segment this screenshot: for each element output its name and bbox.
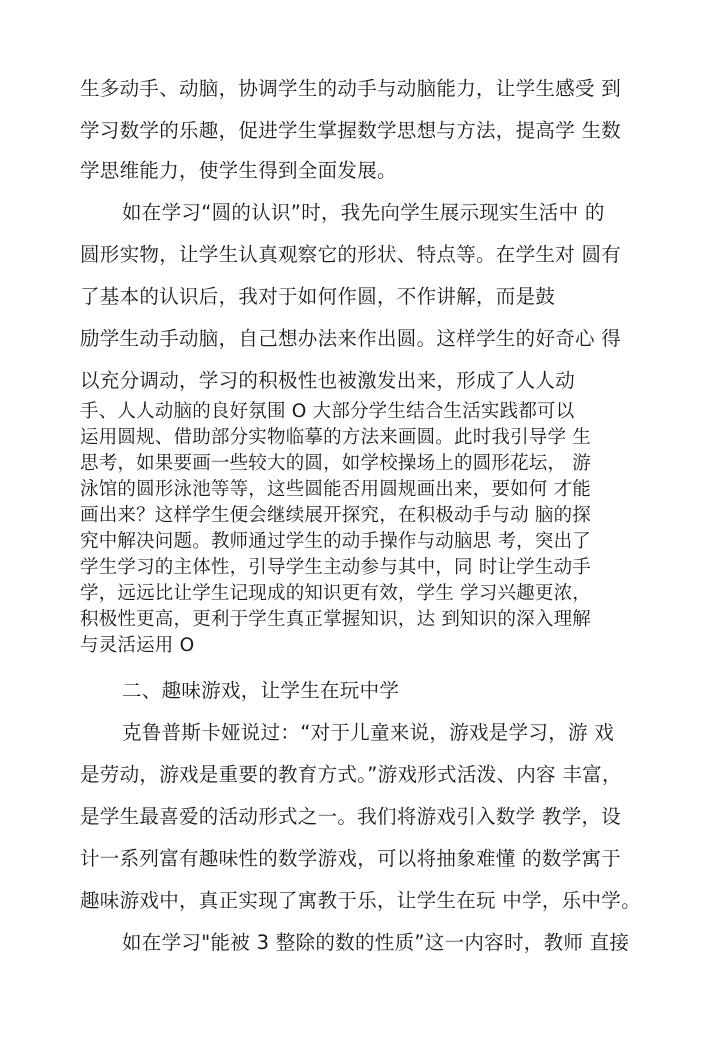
paragraph-first-line: 如在学习"能被 3 整除的数的性质”这一内容时，教师 直接 <box>122 931 630 954</box>
text-line: 与灵活运用 O <box>80 635 195 656</box>
text-line: 计一系列富有趣味性的数学游戏，可以将抽象难懂 的数学寓于 <box>80 847 622 870</box>
text-line: 了基本的认识后，我对于如何作圆，不作讲解，而是鼓 <box>80 285 556 308</box>
text-line: 手、人人动脑的良好氛围 O 大部分学生结合生活实践都可以 <box>80 401 575 422</box>
text-line: 学习数学的乐趣，促进学生掌握数学思想与方法，提高学 生数 <box>80 119 622 142</box>
text-line: 画出来？这样学生便会继续展开探究，在积极动手与动 脑的探 <box>80 505 591 526</box>
text-line: 趣味游戏中，真正实现了寓教于乐，让学生在玩 中学，乐中学。 <box>80 889 641 912</box>
section-heading: 二、趣味游戏，让学生在玩中学 <box>122 679 400 702</box>
text-line: 学生学习的主体性，引导学生主动参与其中，同 时让学生动手 <box>80 557 591 578</box>
paragraph-first-line: 克鲁普斯卡娅说过：“对于儿童来说，游戏是学习，游 戏 <box>122 721 615 744</box>
text-line: 以充分调动，学习的积极性也被激发出来，形成了人人动 <box>80 369 576 392</box>
text-line: 究中解决问题。教师通过学生的动手操作与动脑思 考，突出了 <box>80 531 591 552</box>
text-line: 思考，如果要画一些较大的圆，如学校操场上的圆形花坛， 游 <box>80 453 591 474</box>
text-line: 运用圆规、借助部分实物临摹的方法来画圆。此时我引导学 生 <box>80 427 591 448</box>
text-line: 生多动手、动脑，协调学生的动手与动脑能力，让学生感受 到 <box>80 77 622 100</box>
text-line: 泳馆的圆形泳池等等，这些圆能否用圆规画出来，要如何 才能 <box>80 479 591 500</box>
text-line: 是学生最喜爱的活动形式之一。我们将游戏引入数学 教学，设 <box>80 805 622 828</box>
text-line: 圆形实物，让学生认真观察它的形状、特点等。在学生对 圆有 <box>80 243 622 266</box>
paragraph-first-line: 如在学习“圆的认识”时，我先向学生展示现实生活中 的 <box>122 201 605 224</box>
text-line: 学，远远比让学生记现成的知识更有效，学生 学习兴趣更浓， <box>80 583 591 604</box>
text-line: 励学生动手动脑，自己想办法来作出圆。这样学生的好奇心 得 <box>80 327 622 350</box>
text-line: 积极性更高，更利于学生真正掌握知识，达 到知识的深入理解 <box>80 609 591 630</box>
text-line: 是劳动，游戏是重要的教育方式。”游戏形式活泼、内容 丰富， <box>80 763 622 786</box>
text-line: 学思维能力，使学生得到全面发展。 <box>80 159 397 182</box>
